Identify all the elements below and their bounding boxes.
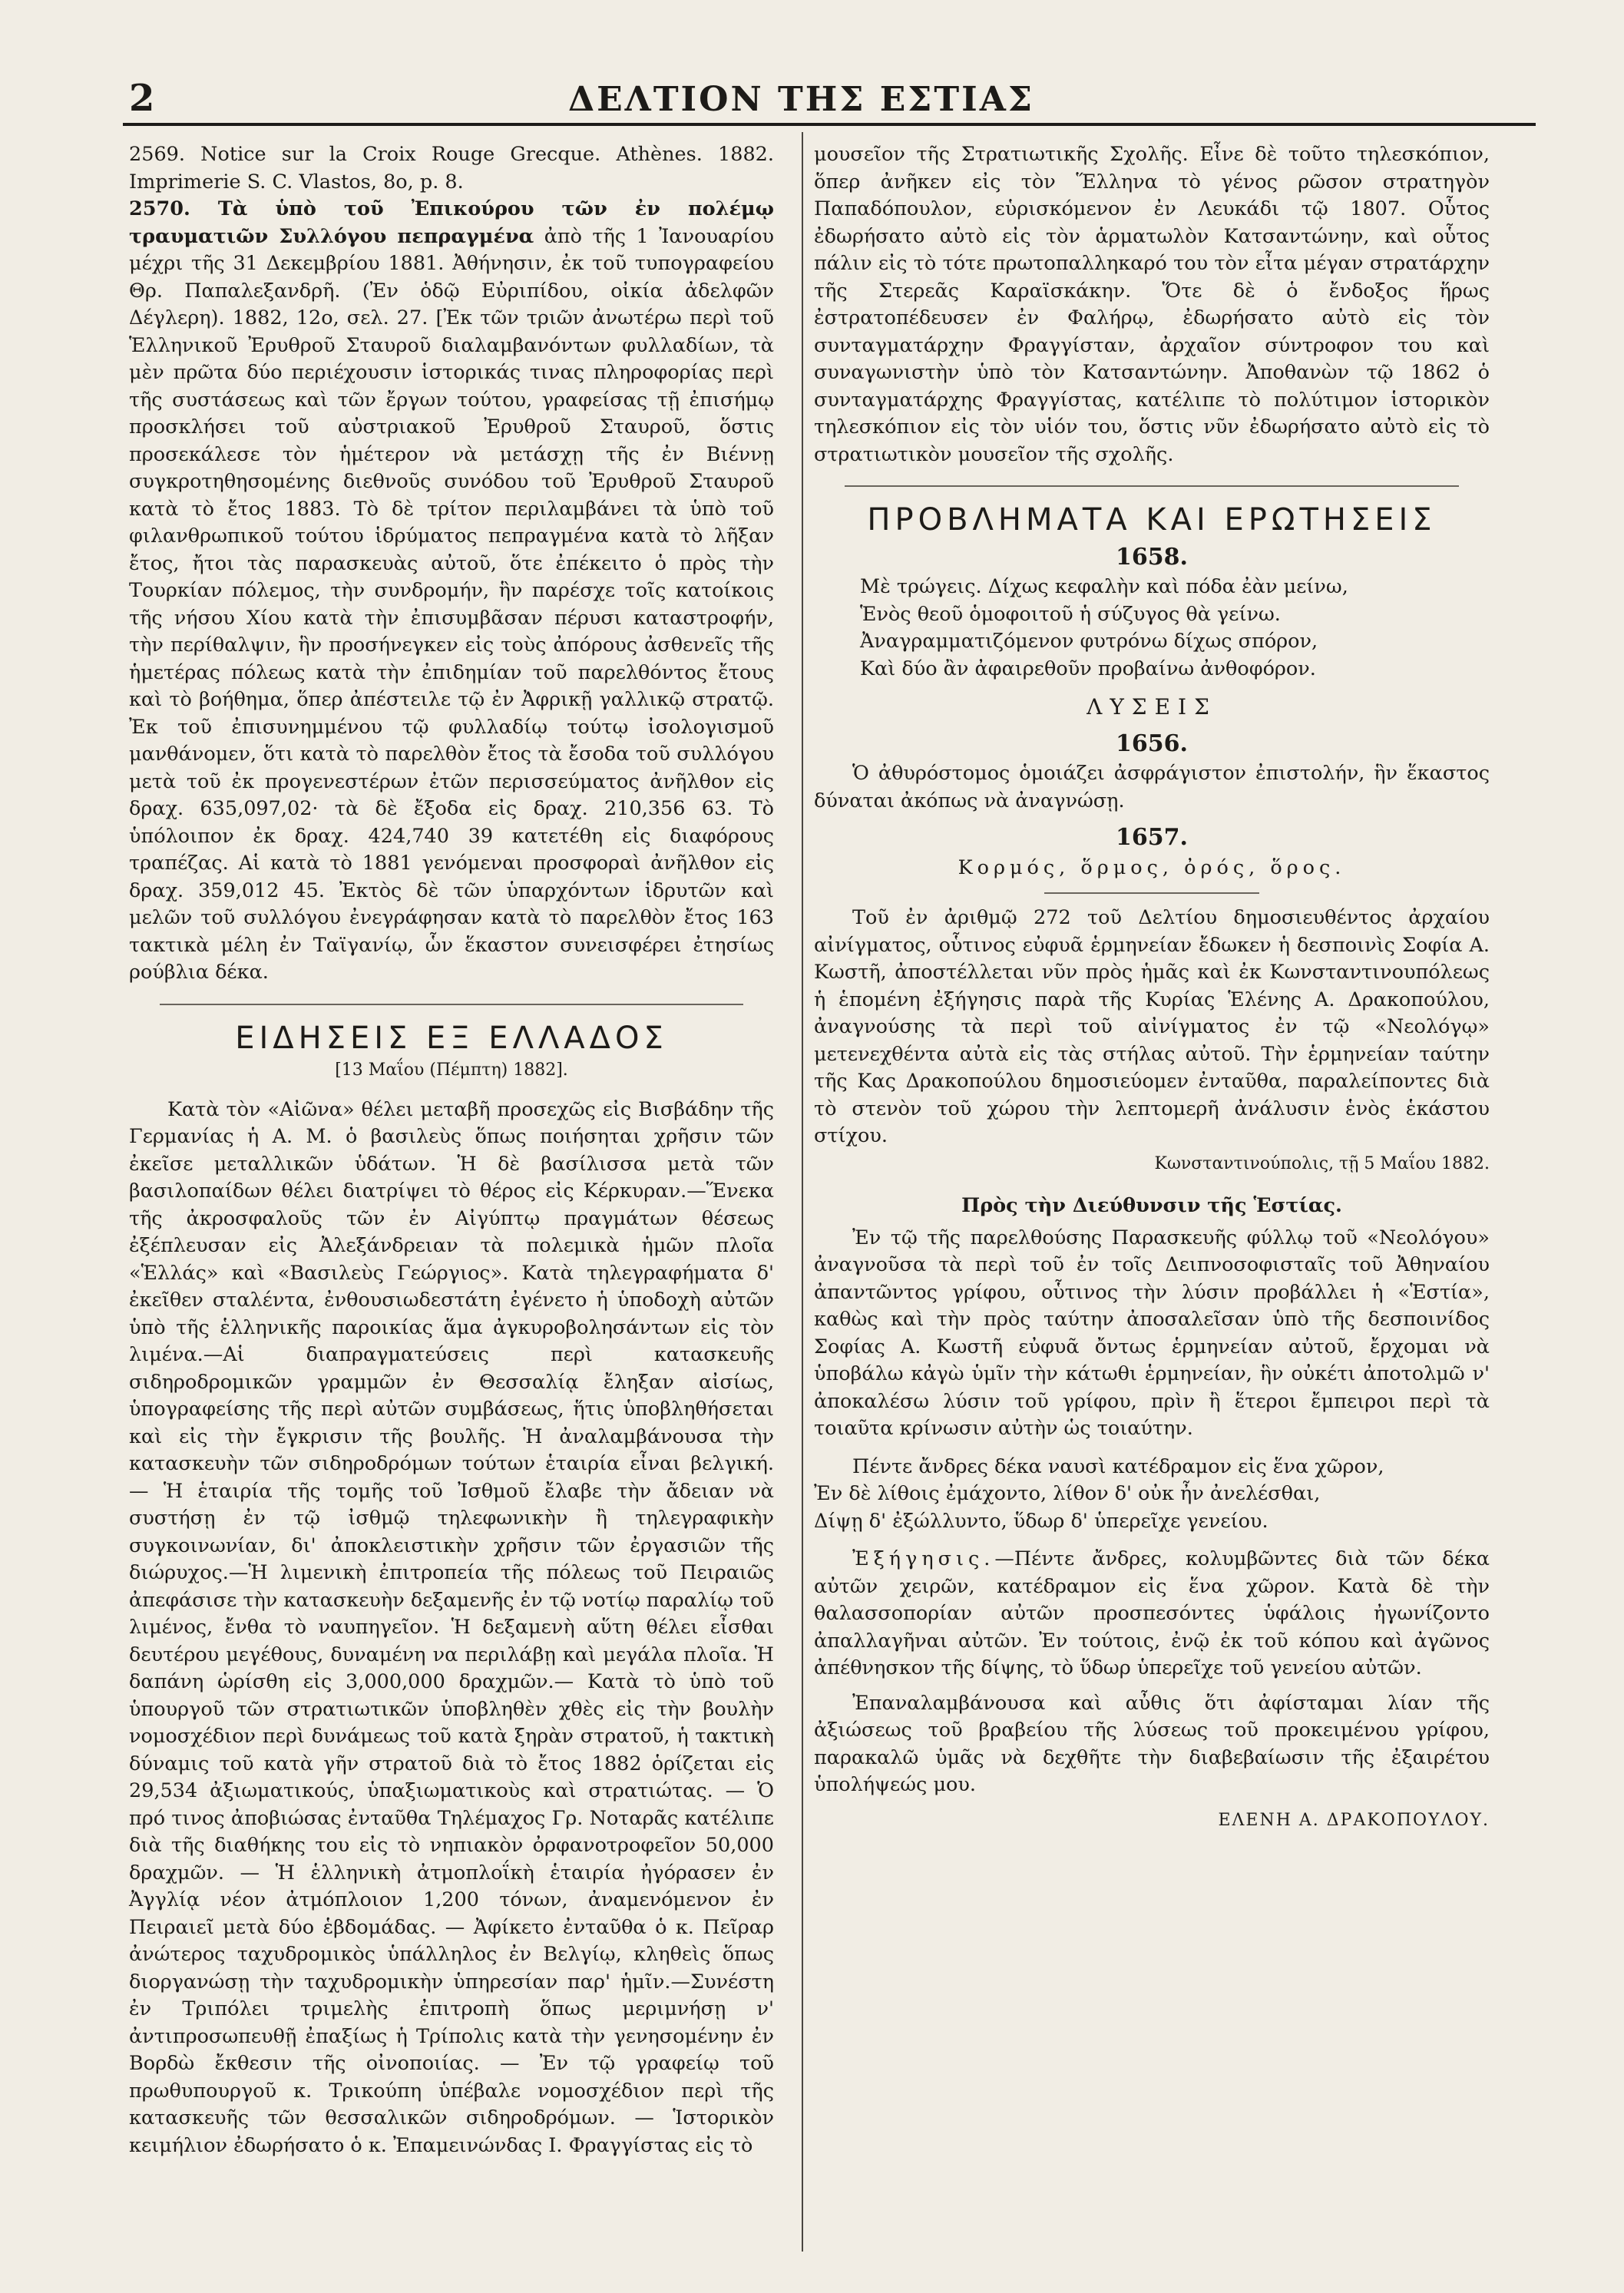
news-date: [13 Μαΐου (Πέμπτη) 1882]. [335,1060,568,1080]
solution-1656: Ὁ ἀθυρόστομος ὁμοιάζει ἀσφράγιστον ἐπιστολήν, ἣν ἕκαστος δύναται ἀκόπως νὰ ἀναγνώσῃ. [814,762,1490,812]
solution-number-1656: 1656. [1116,730,1188,757]
section-separator [845,485,1459,487]
letter-closing: Ἐπαναλαμβάνουσα καὶ αὖθις ὅτι ἀφίσταμαι λίαν τῆς ἀξιώσεως τοῦ βραβείου τῆς λύσεως τοῦ προκειμένου γρίφου, παρακαλῶ ὑμᾶς νὰ δεχθῆτε τὴν διαβεβαίωσιν τῆς ἐξαιρέτου ὑπολήψεώς μου. [814,1691,1490,1796]
riddle-1658 [814,574,1490,683]
news-section-title: ΕΙΔΗΣΕΙΣ ΕΞ ΕΛΛΑΔΟΣ [235,1020,668,1056]
section-separator [160,1004,743,1005]
solutions-title: ΛΥΣΕΙΣ [1087,694,1217,720]
solution-number-1657: 1657. [1116,824,1188,851]
masthead: ΔΕΛΤΙΟΝ ΤΗΣ ΕΣΤΙΑΣ [568,80,1034,119]
column-divider [802,132,803,2252]
news-continuation: μουσεῖον τῆς Στρατιωτικῆς Σχολῆς. Εἶνε δὲ τοῦτο τηλεσκόπιον, ὅπερ ἀνῆκεν εἰς τὸν Ἕλληνα τὸ γένος ρῶσον στρατηγὸν Παπαδόπουλον, εὑρισκόμενον ἐν Λευκάδι τῷ 1807. Οὗτος ἐδωρήσατο αὐτὸ εἰς τὸν ἁρματωλὸν Κατσαντώνην, καὶ οὗτος πάλιν εἰς τὸ τότε πρωτοπαλληκαρό του τὸν εἶτα μέγαν στρατάρχην τῆς Στερεᾶς Καραϊσκάκην. Ὅτε δὲ ὁ ἔνδοξος ἥρως ἐστρατοπέδευσεν ἐν Φαλήρῳ, ἐδωρήσατο αὐτὸ εἰς τὸν συνταγματάρχην Φραγγίσταν, ἀρχαῖον σύντροφον του καὶ συναγωνιστὴν ὑπὸ τὸν Κατσαντώνην. Ἀποθανὼν τῷ 1862 ὁ συνταγματάρχης Φραγγίστας, κατέλιπε τὸ πολύτιμον ἱστορικὸν τηλεσκόπιον εἰς τὸν υἱόν του, ὅστις νῦν ἐδωρήσατο αὐτὸ εἰς τὸ στρατιωτικὸν μουσεῖον τῆς σχολῆς. [814,143,1490,466]
verse-line: Πέντε ἄνδρες δέκα ναυσὶ κατέδραμον εἰς ἕνα χῶρον, [852,1454,1384,1478]
bibliography-item-2570 [129,196,774,987]
verse-line: Δίψῃ δ' ἐξώλλυντο, ὕδωρ δ' ὑπερεῖχε γενείου. [814,1509,1268,1533]
explanation [814,1546,1490,1683]
item-2570-text: ἀπὸ τῆς 1 Ἰανουαρίου μέχρι τῆς 31 Δεκεμβρίου 1881. Ἀθήνησιν, ἐκ τοῦ τυπογραφείου Θρ. Παπαλεξανδρῆ. (Ἐν ὁδῷ Εὐριπίδου, οἰκία ἀδελφῶν Δέγλερη). 1882, 12ο, σελ. 27. [Ἐκ τῶν τριῶν ἀνωτέρω περὶ τοῦ Ἑλληνικοῦ Ἐρυθροῦ Σταυροῦ διαλαμβανόντων φυλλαδίων, τὰ μὲν πρῶτα δύο περιέχουσιν ἱστορικάς τινας πληροφορίας περὶ τῆς συστάσεως καὶ τῶν ἔργων τούτου, γραφείσας τῇ ἐπισήμῳ προσκλήσει τοῦ αὐστριακοῦ Ἐρυθροῦ Σταυροῦ, ὅστις προσεκάλεσε τὸν ἡμέτερον νὰ μετάσχῃ τῆς ἐν Βιέννῃ συγκροτηθησομένης διεθνοῦς συνόδου τοῦ Ἐρυθροῦ Σταυροῦ κατὰ τὸ ἔτος 1883. Τὸ δὲ τρίτον περιλαμβάνει τὰ ὑπὸ τοῦ φιλανθρωπικοῦ τούτου ἱδρύματος πεπραγμένα κατὰ τὸ λῆξαν ἔτος, ἤτοι τὰς παρασκευὰς αὐτοῦ, ὅτε ἐπέκειτο ὁ πρὸς τὴν Τουρκίαν πόλεμος, τὴν συνδρομήν, ἣν παρέσχε τοῖς κατοίκοις τῆς νήσου Χίου κατὰ τὴν ἐπισυμβᾶσαν πέρυσι καταστροφήν, τὴν περίθαλψιν, ἣν προσήνεγκεν εἰς τοὺς ἀπόρους ἀσθενεῖς τῆς ἡμετέρας πόλεως κατὰ τὴν ἐπιδημίαν τοῦ παρελθόντος ἔτους καὶ τὸ βοήθημα, ὅπερ ἀπέστειλε τῷ ἐν Ἀφρικῇ γαλλικῷ στρατῷ. Ἐκ τοῦ ἐπισυνημμένου τῷ φυλλαδίῳ τούτῳ ἰσολογισμοῦ μανθάνομεν, ὅτι κατὰ τὸ παρελθὸν ἔτος τὰ ἔσοδα τοῦ συλλόγου μετὰ τοῦ ἐκ προγενεστέρων ἐτῶν περισσεύματος ἀνῆλθον εἰς δραχ. 635,097,02· τὰ δὲ ἔξοδα εἰς δραχ. 210,356 63. Τὸ ὑπόλοιπον ἐκ δραχ. 424,740 39 κατετέθη εἰς διαφόρους τραπέζας. Αἱ κατὰ τὸ 1881 γενόμεναι προσφοραὶ ἀνῆλθον εἰς δραχ. 359,012 45. Ἐκτὸς δὲ τῶν ὑπαρχόντων ἱδρυτῶν καὶ μελῶν τοῦ συλλόγου ἐνεγράφησαν κατὰ τὸ παρελθὸν ἔτος 163 τακτικὰ μέλη ἐν Ταϊγανίῳ, ὧν ἕκαστον συνεισφέρει ἐτησίως ρούβλια δέκα. [129,224,775,984]
letter-heading: Πρὸς τὴν Διεύθυνσιν τῆς Ἑστίας. [961,1194,1342,1217]
problem-number-1658: 1658. [1116,543,1188,571]
page-number: 2 [129,77,155,120]
right-column [814,141,1490,1834]
riddle-line: Ἑνὸς θεοῦ ὁμοφοιτοῦ ἡ σύζυγος θὰ γείνω. [860,602,1281,626]
solution-1657: Κορμός, ὅρμος, ὀρός, ὅρος. [958,855,1346,879]
explanation-label: Ἐξήγησις. [852,1547,995,1570]
bibliography-item-2569: 2569. Notice sur la Croix Rouge Grecque. Athènes. 1882. Imprimerie S. C. Vlastos, 8o, p. 8. [129,143,774,194]
riddle-line: Ἀναγραμματιζόμενον φυτρόνω δίχως σπόρον, [860,630,1318,653]
header-rule [123,123,1536,126]
note-signoff: Κωνσταντινούπολις, τῇ 5 Μαΐου 1882. [1154,1153,1490,1173]
verse-line: Ἐν δὲ λίθοις ἐμάχοντο, λίθον δ' οὐκ ἦν ἀνελέσθαι, [814,1482,1321,1505]
letter-paragraph: Ἐν τῷ τῆς παρελθούσης Παρασκευῆς φύλλῳ τοῦ «Νεολόγου» ἀναγνοῦσα τὰ περὶ τοῦ ἐν τοῖς Δειπνοσοφισταῖς τοῦ Ἀθηναίου ἀπαντῶντος γρίφου, οὗτινος τὴν λύσιν προβάλλει ἡ «Ἑστία», καθὼς καὶ τὴν πρὸς ταύτην ἀποσαλεῖσαν ὑπὸ τῆς δεσποινίδος Σοφίας Α. Κωστῆ εὐφυᾶ ὄντως ἑρμηνείαν αὐτοῦ, ἔρχομαι νὰ ὑποβάλω κἀγὼ ὑμῖν τὴν κάτωθι ἑρμηνείαν, ἣν οὐκέτι ἀποτολμῶ ν' ἀποκαλέσω λύσιν τοῦ γρίφου, πρὶν ἢ ἕτεροι ἔμπειροι περὶ τὰ τοιαῦτα κρίνωσιν αὐτὴν ὡς τοιαύτην. [814,1226,1490,1440]
problems-section-title: ΠΡΟΒΛΗΜΑΤΑ ΚΑΙ ΕΡΩΤΗΣΕΙΣ [867,502,1437,538]
verse-block [814,1454,1490,1536]
item-2570-title: 2570. Τὰ ὑπὸ τοῦ Ἐπικούρου τῶν ἐν πολέμῳ τραυματιῶν Συλλόγου πεπραγμένα [129,197,774,248]
short-separator [1044,892,1259,894]
letter-signature: ΕΛΕΝΗ Α. ΔΡΑΚΟΠΟΥΛΟΥ. [1218,1810,1490,1830]
riddle-line: Καὶ δύο ἂν ἀφαιρεθοῦν προβαίνω ἀνθοφόρον. [860,657,1316,680]
news-body: Κατὰ τὸν «Αἰῶνα» θέλει μεταβῆ προσεχῶς εἰς Βισβάδην τῆς Γερμανίας ἡ Α. Μ. ὁ βασιλεὺς ὅπως ποιήσηται χρῆσιν τῶν ἐκεῖσε μεταλλικῶν ὑδάτων. Ἡ δὲ βασίλισσα μετὰ τῶν βασιλοπαίδων θέλει διατρίψει τὸ θέρος εἰς Κέρκυραν.—Ἕνεκα τῆς ἀκροσφαλοῦς τῶν ἐν Αἰγύπτῳ πραγμάτων θέσεως ἐξέπλευσαν εἰς Ἀλεξάνδρειαν τὰ πολεμικὰ ἡμῶν πλοῖα «Ἑλλάς» καὶ «Βασιλεὺς Γεώργιος». Κατὰ τηλεγραφήματα δ' ἐκεῖθεν σταλέντα, ἐνθουσιωδεστάτη ἐγένετο ἡ ὑποδοχὴ αὐτῶν ὑπὸ τῆς ἑλληνικῆς παροικίας ἅμα ἀγκυροβολησάντων εἰς τὸν λιμένα.—Αἱ διαπραγματεύσεις περὶ κατασκευῆς σιδηροδρομικῶν γραμμῶν ἐν Θεσσαλίᾳ ἔληξαν αἰσίως, ὑπογραφείσης τῆς περὶ αὐτῶν συμβάσεως, ἥτις ὑποβληθήσεται καὶ εἰς τὴν ἔγκρισιν τῆς βουλῆς. Ἡ ἀναλαμβάνουσα τὴν κατασκευὴν τῶν σιδηροδρόμων τούτων ἑταιρία εἶναι βελγική. — Ἡ ἑταιρία τῆς τομῆς τοῦ Ἰσθμοῦ ἔλαβε τὴν ἄδειαν νὰ συστήσῃ ἐν τῷ ἰσθμῷ τηλεφωνικὴν ἢ τηλεγραφικὴν συγκοινωνίαν, δι' ἀποκλειστικὴν χρῆσιν τῶν ἐργασιῶν τῆς διώρυχος.—Ἡ λιμενικὴ ἐπιτροπεία τῆς πόλεως τοῦ Πειραιῶς ἀπεφάσισε τὴν κατασκευὴν δεξαμενῆς ἐν τῷ νοτίῳ παραλίῳ τοῦ λιμένος, ἔνθα τὸ ναυπηγεῖον. Ἡ δεξαμενὴ αὕτη θέλει εἶσθαι δευτέρου μεγέθους, δυναμένη να περιλάβῃ καὶ μεγάλα πλοῖα. Ἡ δαπάνη ὡρίσθη εἰς 3,000,000 δραχμῶν.— Κατὰ τὸ ὑπὸ τοῦ ὑπουργοῦ τῶν στρατιωτικῶν ὑποβληθὲν χθὲς εἰς τὴν βουλὴν νομοσχέδιον περὶ δυνάμεως τοῦ κατὰ ξηρὰν στρατοῦ, ἡ τακτικὴ δύναμις τοῦ κατὰ γῆν στρατοῦ διὰ τὸ ἔτος 1882 ὁρίζεται εἰς 29,534 ἀξιωματικούς, ὑπαξιωματικοὺς καὶ στρατιώτας. — Ὁ πρό τινος ἀποβιώσας ἐνταῦθα Τηλέμαχος Γρ. Νοταρᾶς κατέλιπε διὰ τῆς διαθήκης του εἰς τὸ νηπιακὸν ὀρφανοτροφεῖον 50,000 δραχμῶν. — Ἡ ἑλληνικὴ ἀτμοπλοΐκὴ ἑταιρία ἠγόρασεν ἐν Ἀγγλίᾳ νέον ἀτμόπλοιον 1,200 τόνων, ἀναμενόμενον ἐν Πειραιεῖ μετὰ δύο ἑβδομάδας. — Ἀφίκετο ἐνταῦθα ὁ κ. Πεῖραρ ἀνώτερος ταχυδρομικὸς ὑπάλληλος ἐν Βελγίῳ, κληθεὶς ὅπως διοργανώσῃ τὴν ταχυδρομικὴν ὑπηρεσίαν παρ' ἡμῖν.—Συνέστη ἐν Τριπόλει τριμελὴς ἐπιτροπὴ ὅπως μεριμνήσῃ ν' ἀντιπροσωπευθῇ ἐπαξίως ἡ Τρίπολις κατὰ τὴν γενησομένην ἐν Βορδὼ ἔκθεσιν τῆς οἰνοποιίας. — Ἐν τῷ γραφείῳ τοῦ πρωθυπουργοῦ κ. Τρικούπη ὑπέβαλε νομοσχέδιον περὶ τῆς κατασκευῆς τῶν θεσσαλικῶν σιδηροδρόμων. — Ἱστορικὸν κειμήλιον ἐδωρήσατο ὁ κ. Ἐπαμεινώνδας Ι. Φραγγίστας εἰς τὸ [129,1097,774,2157]
riddle-line: Μὲ τρώγεις. Δίχως κεφαλὴν καὶ πόδα ἐὰν μείνω, [860,575,1348,598]
explanation-text: —Πέντε ἄνδρες, κολυμβῶντες διὰ τῶν δέκα αὐτῶν χειρῶν, κατέδραμον εἰς ἕνα χῶρον. Κατὰ δὲ τὴν θαλασσοπορίαν αὐτῶν προσπεσόντες ὑφάλοις ἠγωνίζοντο ἀπαλλαγῆναι αὐτῶν. Ἐν τούτοις, ἐνῷ ἐκ τοῦ κόπου καὶ ἀγῶνος ἀπέθνησκον τῆς δίψης, τὸ ὕδωρ ὑπερεῖχε τοῦ γενείου αὐτῶν. [814,1547,1490,1679]
left-column [129,141,774,2159]
editorial-note: Τοῦ ἐν ἀριθμῷ 272 τοῦ Δελτίου δημοσιευθέντος ἀρχαίου αἰνίγματος, οὗτινος εὐφυᾶ ἑρμηνείαν ἔδωκεν ἡ δεσποινὶς Σοφία Α. Κωστῆ, ἀποστέλλεται νῦν πρὸς ἡμᾶς καὶ ἐκ Κωνσταντινουπόλεως ἡ ἑπομένη ἐξήγησις παρὰ τῆς Κυρίας Ἑλένης Α. Δρακοπούλου, ἀναγνούσης τὰ περὶ τοῦ αἰνίγματος ἐν τῷ «Νεολόγῳ» μετενεχθέντα αὐτὰ εἰς τὰς στήλας αὐτοῦ. Τὴν ἑρμηνείαν ταύτην τῆς Κας Δρακοπούλου δημοσιεύομεν ἐνταῦθα, παραλείποντες διὰ τὸ στενὸν τοῦ χώρου τὴν λεπτομερῆ ἀνάλυσιν ἑνὸς ἑκάστου στίχου. [814,906,1490,1147]
